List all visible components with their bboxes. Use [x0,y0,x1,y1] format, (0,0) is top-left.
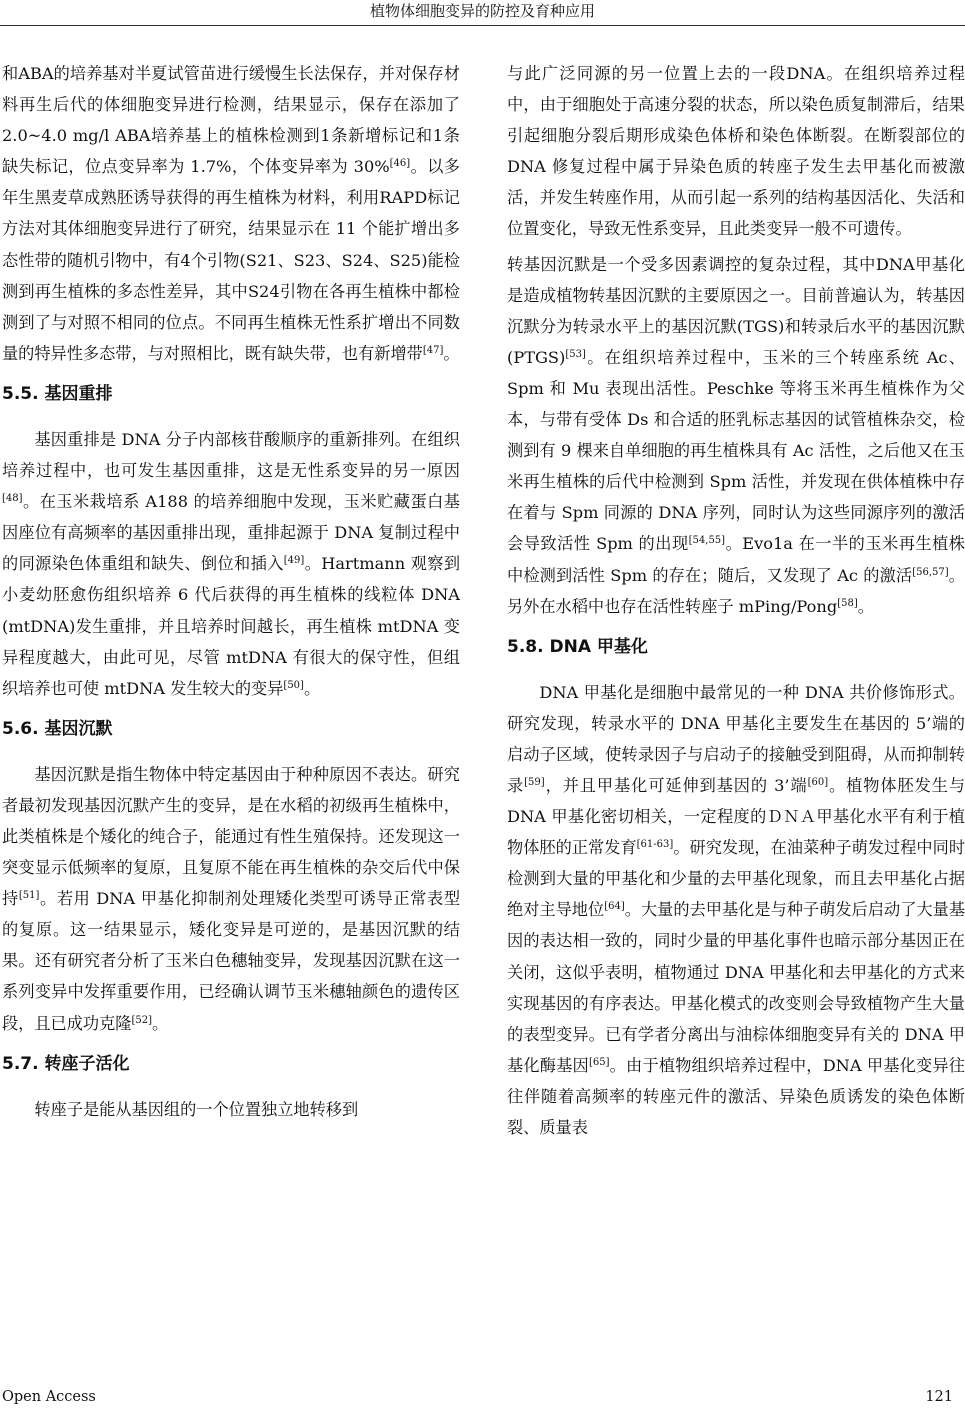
paragraph: DNA 甲基化是细胞中最常见的一种 DNA 共价修饰形式。研究发现，转录水平的 DNA 甲基化主要发生在基因的 5’端的启动子区域，使转录因子与启动子的接触受到阻碍，从而抑制转录[59]，并且甲基化可延伸到基因的 3’端[60]。植物体胚发生与 DNA 甲基化密切相关，一定程度的ＤＮＡ甲基化水平有利于植物体胚的正常发育[61-63]。研究发现，在油菜种子萌发过程中同时检测到大量的甲基化和少量的去甲基化现象，而且去甲基化占据绝对主导地位[64]。大量的去甲基化是与种子萌发后启动了大量基因的表达相一致的，同时少量的甲基化事件也暗示部分基因正在关闭，这似乎表明，植物通过 DNA 甲基化和去甲基化的方式来实现基因的有序表达。甲基化模式的改变则会导致植物产生大量的表型变异。已有学者分离出与油棕体细胞变异有关的 DNA 甲基化酶基因[65]。由于植物组织培养过程中，DNA 甲基化变异往往伴随着高频率的转座元件的激活、异染色质诱发的染色体断裂、质量表 [507,682,965,1137]
paragraph: 与此广泛同源的另一位置上去的一段DNA。在组织培养过程中，由于细胞处于高速分裂的状态，所以染色质复制滞后，结果引起细胞分裂后期形成染色体桥和染色体断裂。在断裂部位的 DNA 修复过程中属于异染色质的转座子发生去甲基化而被激活，并发生转座作用，从而引起一系列的结构基因活化、失活和位置变化，导致无性系变异，且此类变异一般不可遗传。 [507,64,965,239]
section-heading: 5.6. 基因沉默 [2,718,113,739]
paragraph: 转基因沉默是一个受多因素调控的复杂过程，其中DNA甲基化是造成植物转基因沉默的主要原因之一。目前普遍认为，转基因沉默分为转录水平上的基因沉默(TGS)和转录后水平的基因沉默(PTGS)[53]。在组织培养过程中，玉米的三个转座系统 Ac、Spm 和 Mu 表现出活性。Peschke 等将玉米再生植株作为父本，与带有受体 Ds 和合适的胚乳标志基因的试管植株杂交，检测到有 9 棵来自单细胞的再生植株具有 Ac 活性，之后他又在玉米再生植株的后代中检测到 Spm 活性，并发现在供体植株中存在着与 Spm 同源的 DNA 序列，同时认为这些同源序列的激活会导致活性 Spm 的出现[54,55]。Evo1a 在一半的玉米再生植株中检测到活性 Spm 的存在；随后，又发现了 Ac 的激活[56,57]。另外在水稻中也存在活性转座子 mPing/Pong[58]。 [507,254,965,616]
section-heading: 5.8. DNA 甲基化 [507,636,648,657]
citation[interactable]: [64] [604,901,625,913]
page-number: 121 [925,1389,953,1405]
footer-journal-label: Open Access [2,1389,96,1405]
paragraph: 基因重排是 DNA 分子内部核苷酸顺序的重新排列。在组织培养过程中，也可发生基因重排，这是无性系变异的另一原因[48]。在玉米栽培系 A188 的培养细胞中发现，玉米贮藏蛋白基因座位有高频率的基因重排出现，重排起源于 DNA 复制过程中的同源染色体重组和缺失、倒位和插入[49]。Hartmann 观察到小麦幼胚愈伤组织培养 6 代后获得的再生植株的线粒体 DNA (mtDNA)发生重排，并且培养时间越长，再生植株 mtDNA 变异程度越大，由此可见，尽管 mtDNA 有很大的保守性，但组织培养也可使 mtDNA 发生较大的变异[50]。 [2,429,461,698]
citation[interactable]: [51] [18,890,40,902]
paragraph: 转座子是能从基因组的一个位置独立地转移到 [34,1099,359,1119]
citation[interactable]: [47] [422,344,444,356]
paragraph: 和ABA的培养基对半夏试管苗进行缓慢生长法保存，并对保存材料再生后代的体细胞变异进行检测，结果显示，保存在添加了2.0~4.0 mg/l ABA培养基上的植株检测到1条新增标记和1条缺失标记，位点变异率为 1.7%，个体变异率为 30%[46]。以多年生黑麦草成熟胚诱导获得的再生植株为材料，利用RAPD标记方法对其体细胞变异进行了研究，结果显示在 11 个能扩增出多态性带的随机引物中，有4个引物(S21、S23、S24、S25)能检测到再生植株的多态性差异，其中S24引物在各再生植株中都检测到了与对照不相同的位点。不同再生植株无性系扩增出不同数量的特异性多态带，与对照相比，既有缺失带，也有新增带[47]。 [2,64,460,363]
citation[interactable]: [60] [807,776,829,788]
citation[interactable]: [53] [565,348,586,360]
right-column [507,58,965,1147]
citation[interactable]: [50] [283,679,304,691]
section-heading: 5.5. 基因重排 [2,383,113,404]
header-rule [0,25,965,26]
citation[interactable]: [56,57] [912,566,949,578]
citation[interactable]: [58] [837,597,858,609]
citation[interactable]: [46] [389,158,411,170]
citation[interactable]: [49] [283,555,305,567]
citation[interactable]: [52] [131,1014,153,1026]
citation[interactable]: [61-63] [636,839,674,851]
citation[interactable]: [54,55] [688,535,726,547]
running-header: 植物体细胞变异的防控及育种应用 [369,2,595,20]
left-column [2,58,460,1129]
citation[interactable]: [48] [2,493,23,505]
citation[interactable]: [59] [524,776,545,788]
citation[interactable]: [65] [588,1056,610,1068]
paragraph: 基因沉默是指生物体中特定基因由于种种原因不表达。研究者最初发现基因沉默产生的变异，是在水稻的初级再生植株中，此类植株是个矮化的纯合子，能通过有性生殖保持。还发现这一突变显示低频率的复原，且复原不能在再生植株的杂交后代中保持[51]。若用 DNA 甲基化抑制剂处理矮化类型可诱导正常表型的复原。这一结果显示，矮化变异是可逆的，是基因沉默的结果。还有研究者分析了玉米白色穗轴变异，发现基因沉默在这一系列变异中发挥重要作用，已经确认调节玉米穗轴颜色的遗传区段，且已成功克隆[52]。 [2,764,461,1033]
section-heading: 5.7. 转座子活化 [2,1053,130,1074]
